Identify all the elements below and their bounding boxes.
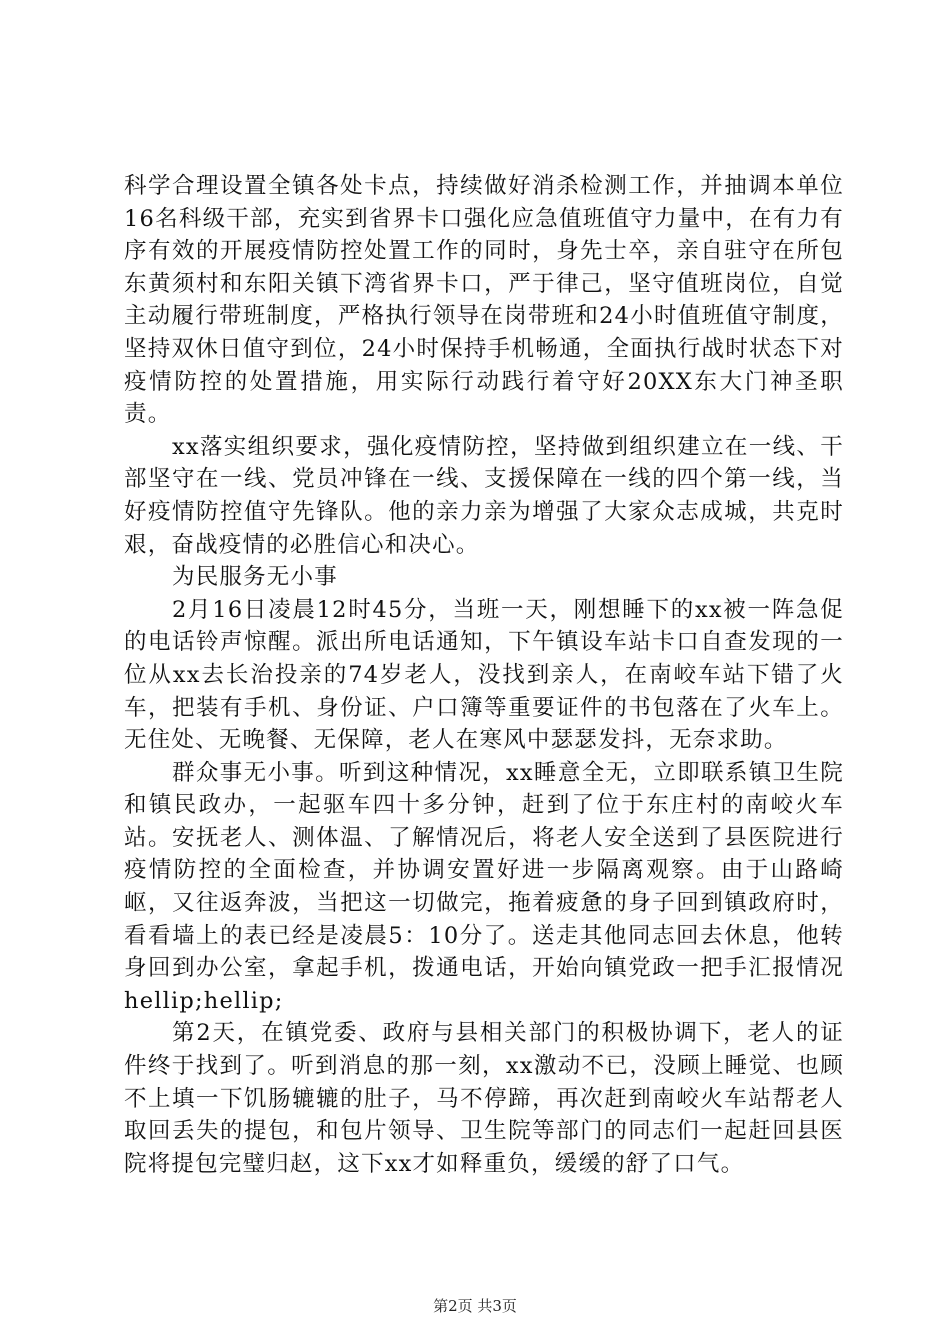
page-number-footer: 第2页 共3页 xyxy=(433,1297,517,1315)
paragraph-1: 科学合理设置全镇各处卡点，持续做好消杀检测工作，并抽调本单位16名科级干部，充实到省界卡口强化应急值班值守力量中，在有力有序有效的开展疫情防控处置工作的同时，身先士卒，亲自驻守在所包东黄须村和东阳关镇下湾省界卡口，严于律己，坚守值班岗位，自觉主动履行带班制度，严格执行领导在岗带班和24小时值班值守制度，坚持双休日值守到位，24小时保持手机畅通，全面执行战时状态下对疫情防控的处置措施，用实际行动践行着守好20XX东大门神圣职责。 xyxy=(124,173,844,428)
document-body xyxy=(124,170,844,1180)
section-heading: 为民服务无小事 xyxy=(172,564,338,591)
paragraph-4: 群众事无小事。听到这种情况，xx睡意全无，立即联系镇卫生院和镇民政办，一起驱车四十多分钟，赶到了位于东庄村的南峧火车站。安抚老人、测体温、了解情况后，将老人安全送到了县医院进行疫情防控的全面检查，并协调安置好进一步隔离观察。由于山路崎岖，又往返奔波，当把这一切做完，拖着疲惫的身子回到镇政府时，看看墙上的表已经是凌晨5：10分了。送走其他同志回去休息，他转身回到办公室，拿起手机，拨通电话，开始向镇党政一把手汇报情况hellip;hellip; xyxy=(124,759,844,1014)
paragraph-5: 第2天，在镇党委、政府与县相关部门的积极协调下，老人的证件终于找到了。听到消息的那一刻，xx激动不已，没顾上睡觉、也顾不上填一下饥肠辘辘的肚子，马不停蹄，再次赶到南峧火车站帮老人取回丢失的提包，和包片领导、卫生院等部门的同志们一起赶回县医院将提包完璧归赵，这下xx才如释重负，缓缓的舒了口气。 xyxy=(124,1020,844,1177)
paragraph-2: xx落实组织要求，强化疫情防控，坚持做到组织建立在一线、干部坚守在一线、党员冲锋在一线、支援保障在一线的四个第一线，当好疫情防控值守先锋队。他的亲力亲为增强了大家众志成城，共克时艰，奋战疫情的必胜信心和决心。 xyxy=(124,433,844,558)
paragraph-3: 2月16日凌晨12时45分，当班一天，刚想睡下的xx被一阵急促的电话铃声惊醒。派出所电话通知，下午镇设车站卡口自查发现的一位从xx去长治投亲的74岁老人，没找到亲人，在南峧车站下错了火车，把装有手机、身份证、户口簿等重要证件的书包落在了火车上。无住处、无晚餐、无保障，老人在寒风中瑟瑟发抖，无奈求助。 xyxy=(124,596,844,754)
